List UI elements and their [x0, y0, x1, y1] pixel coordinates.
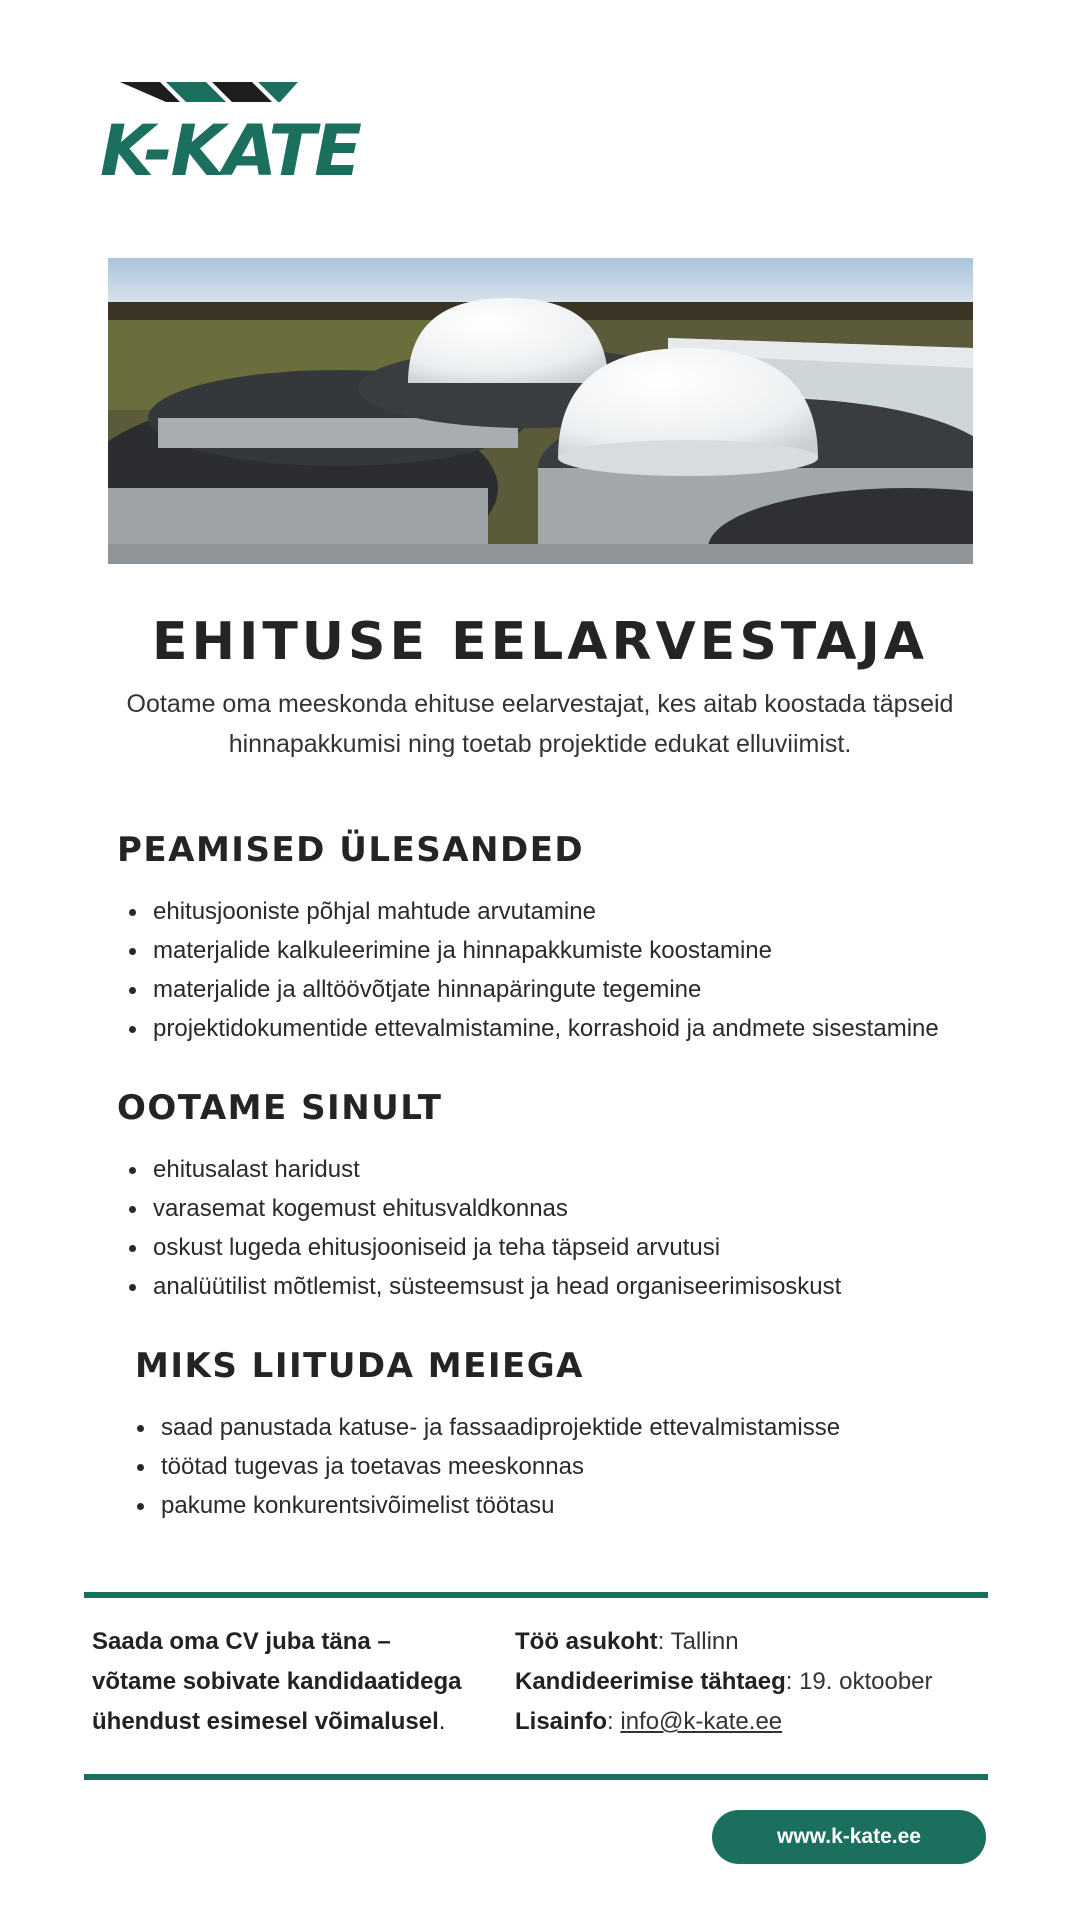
location-row: [515, 1622, 985, 1662]
apply-cta: [92, 1622, 512, 1742]
list-item: oskust lugeda ehitusjooniseid ja teha täpseid arvutusi: [117, 1228, 841, 1267]
hero-image: [108, 258, 973, 564]
deadline-label: Kandideerimise tähtaeg: [515, 1668, 786, 1695]
list-item: varasemat kogemust ehitusvaldkonnas: [117, 1189, 841, 1228]
list-item: analüütilist mõtlemist, süsteemsust ja head organiseerimisoskust: [117, 1267, 841, 1306]
divider-top: [84, 1592, 988, 1598]
website-button[interactable]: www.k-kate.ee: [712, 1810, 986, 1864]
benefits-list: [125, 1408, 840, 1525]
list-item: ehitusjooniste põhjal mahtude arvutamine: [117, 892, 939, 931]
company-logo: [100, 80, 360, 190]
deadline-value: : 19. oktoober: [785, 1668, 933, 1695]
section-heading-tasks: PEAMISED ÜLESANDED: [117, 830, 585, 870]
deadline-row: [515, 1662, 985, 1702]
list-item: ehitusalast haridust: [117, 1150, 841, 1189]
divider-bottom: [84, 1774, 988, 1780]
info-email-link[interactable]: info@k-kate.ee: [620, 1708, 783, 1735]
list-item: pakume konkurentsivõimelist töötasu: [125, 1486, 840, 1525]
location-value: : Tallinn: [657, 1628, 739, 1655]
cta-line: Saada oma CV juba täna –: [92, 1628, 391, 1655]
list-item: projektidokumentide ettevalmistamine, korrashoid ja andmete sisestamine: [117, 1009, 939, 1048]
cta-line: ühendust esimesel võimalusel.: [92, 1708, 446, 1735]
job-intro: Ootame oma meeskonda ehituse eelarvestajat, kes aitab koostada täpseid hinnapakkumisi ning toetab projektide edukat elluviimist.: [126, 690, 954, 758]
tasks-list: [117, 892, 939, 1048]
logo-wordmark: K-KATE: [100, 110, 360, 192]
job-title: EHITUSE EELARVESTAJA: [151, 612, 929, 672]
list-item: saad panustada katuse- ja fassaadiprojektide ettevalmistamisse: [125, 1408, 840, 1447]
cta-line: võtame sobivate kandidaatidega: [92, 1668, 462, 1695]
info-row: Lisainfo: info@k-kate.ee: [515, 1708, 783, 1735]
biogas-plant-illustration: [108, 258, 973, 564]
requirements-list: [117, 1150, 841, 1306]
list-item: töötad tugevas ja toetavas meeskonnas: [125, 1447, 840, 1486]
info-label: Lisainfo: [515, 1708, 608, 1735]
job-details: [515, 1622, 985, 1742]
section-heading-requirements: OOTAME SINULT: [117, 1088, 443, 1128]
list-item: materjalide kalkuleerimine ja hinnapakkumiste koostamine: [117, 931, 939, 970]
section-heading-benefits: MIKS LIITUDA MEIEGA: [135, 1346, 584, 1386]
location-label: Töö asukoht: [515, 1628, 658, 1655]
list-item: materjalide ja alltöövõtjate hinnapäringute tegemine: [117, 970, 939, 1009]
